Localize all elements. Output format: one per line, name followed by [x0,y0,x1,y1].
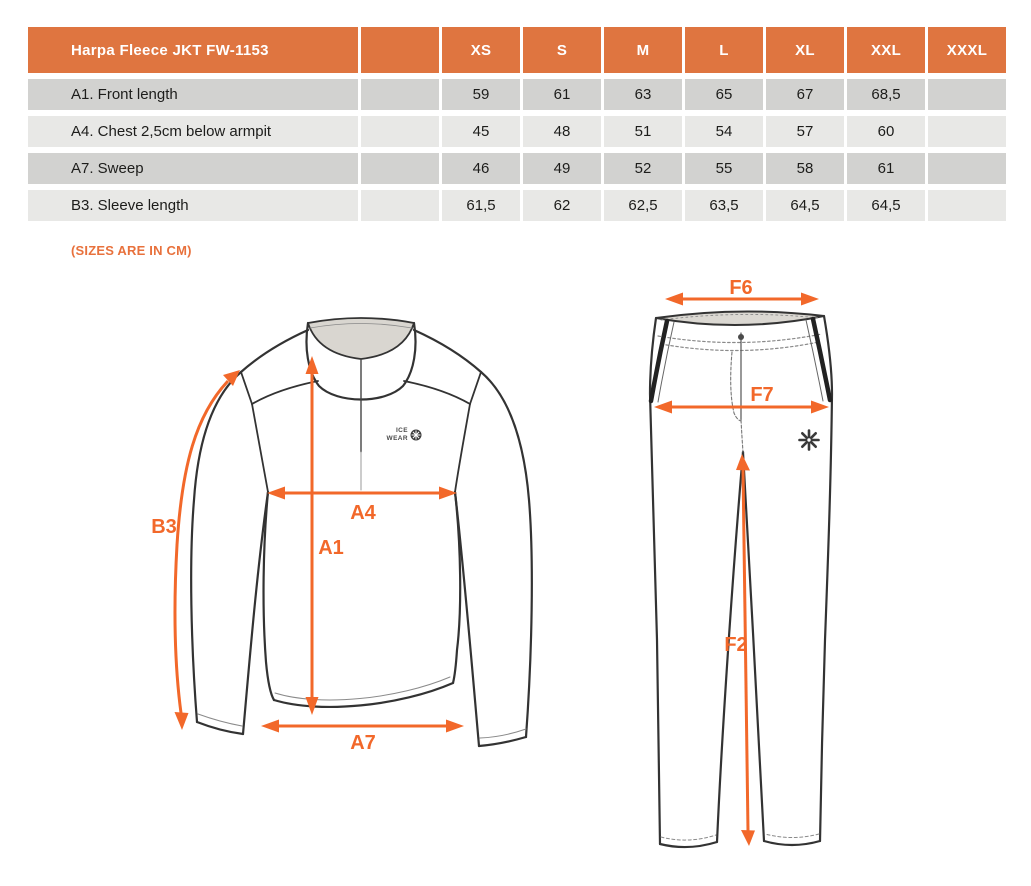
size-value: 61 [847,153,925,184]
svg-text:WEAR: WEAR [386,435,408,442]
row-label: A4. Chest 2,5cm below armpit [28,116,358,147]
blank-cell [361,190,439,221]
size-value: 63 [604,79,682,110]
size-value: 55 [685,153,763,184]
b3-label: B3 [151,516,177,538]
a1-arrow [306,356,319,715]
size-value [928,190,1006,221]
a1-label: A1 [318,537,344,559]
size-value: 61,5 [442,190,520,221]
blank-cell [361,153,439,184]
size-value [928,79,1006,110]
size-value: 46 [442,153,520,184]
size-value: 61 [523,79,601,110]
blank-cell [361,79,439,110]
size-value: 65 [685,79,763,110]
size-column-header: S [523,27,601,73]
size-value: 59 [442,79,520,110]
row-label: A7. Sweep [28,153,358,184]
size-column-header: XXXL [928,27,1006,73]
size-value [928,153,1006,184]
row-label: B3. Sleeve length [28,190,358,221]
size-table [28,27,1006,221]
blank-header-cell [361,27,439,73]
svg-text:ICE: ICE [395,427,408,434]
f7-label: F7 [750,384,774,406]
size-value: 67 [766,79,844,110]
size-value: 68,5 [847,79,925,110]
fly-stitch [731,352,741,421]
size-column-header: XS [442,27,520,73]
size-value: 60 [847,116,925,147]
a7-arrow [261,720,464,733]
size-value: 62,5 [604,190,682,221]
size-value: 64,5 [766,190,844,221]
size-value: 62 [523,190,601,221]
a4-arrow [267,487,457,500]
blank-cell [361,116,439,147]
size-value: 58 [766,153,844,184]
size-column-header: L [685,27,763,73]
size-value: 63,5 [685,190,763,221]
collar-opening [308,318,414,359]
pants-diagram [620,275,880,870]
size-value: 45 [442,116,520,147]
size-value: 49 [523,153,601,184]
size-column-header: XXL [847,27,925,73]
size-value: 48 [523,116,601,147]
size-value: 64,5 [847,190,925,221]
size-value: 54 [685,116,763,147]
pants-snowflake-icon [800,431,819,450]
a4-label: A4 [350,502,376,524]
size-value [928,116,1006,147]
size-value: 51 [604,116,682,147]
units-note: (SIZES ARE IN CM) [71,243,192,258]
a7-label: A7 [350,732,376,754]
size-column-header: M [604,27,682,73]
waist-opening [656,311,824,325]
f2-label: F2 [724,634,748,656]
icewear-logo [387,427,422,442]
size-value: 57 [766,116,844,147]
jacket-diagram [130,280,560,780]
f6-label: F6 [729,277,753,299]
row-label: A1. Front length [28,79,358,110]
waist-button [738,334,744,340]
size-column-header: XL [766,27,844,73]
product-title: Harpa Fleece JKT FW-1153 [28,27,358,73]
size-value: 52 [604,153,682,184]
